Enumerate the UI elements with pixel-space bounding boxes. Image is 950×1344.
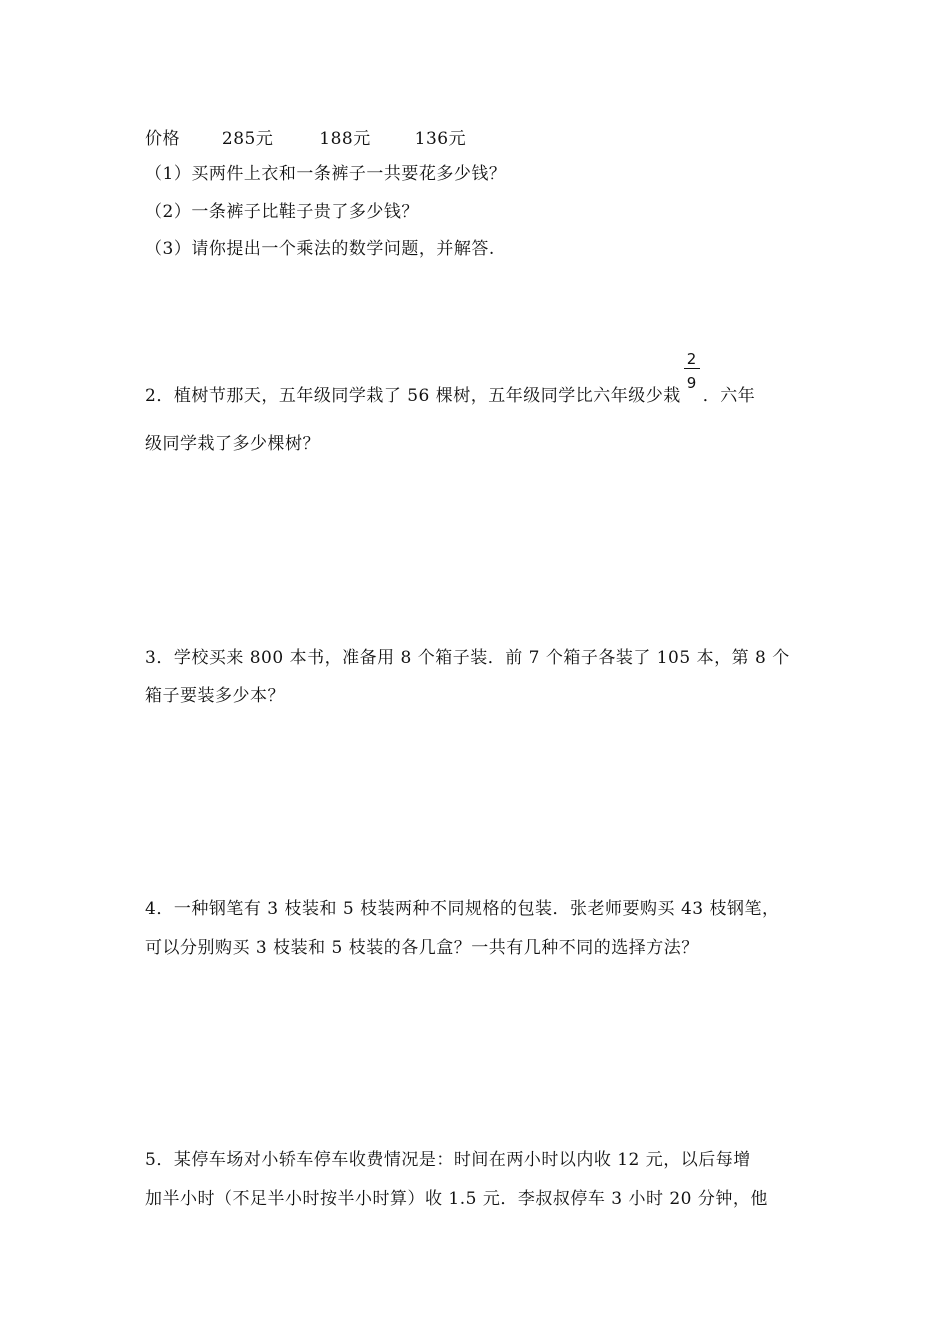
price-value: 136元 [414, 129, 467, 149]
question-2-text: 2．植树节那天，五年级同学栽了 56 棵树，五年级同学比六年级少栽 [145, 386, 681, 406]
question-3-line-2: 箱子要装多少本？ [145, 686, 285, 706]
question-4-line-1: 4．一种钢笔有 3 枝装和 5 枝装两种不同规格的包装．张老师要购买 43 枝钢笔， [145, 899, 780, 919]
question-2-line-2: 级同学栽了多少棵树？ [145, 434, 320, 454]
fraction-numerator: 2 [686, 350, 697, 368]
question-2-text-continued: ．六年 [702, 386, 756, 406]
price-value: 285元 [221, 129, 274, 149]
fraction-denominator: 9 [686, 374, 697, 392]
q1-sub-question: （1）买两件上衣和一条裤子一共要花多少钱？ [145, 164, 507, 184]
fraction [683, 350, 701, 401]
price-row [145, 128, 466, 150]
question-2-line-1 [145, 350, 756, 407]
q1-sub-question: （3）请你提出一个乘法的数学问题，并解答. [145, 239, 495, 259]
question-5-line-1: 5．某停车场对小轿车停车收费情况是：时间在两小时以内收 12 元，以后每增 [145, 1150, 751, 1170]
q1-sub-question: （2）一条裤子比鞋子贵了多少钱？ [145, 202, 419, 222]
fraction-bar [684, 368, 700, 369]
price-value: 188元 [319, 129, 371, 149]
question-5-line-2: 加半小时（不足半小时按半小时算）收 1.5 元．李叔叔停车 3 小时 20 分钟，他 [145, 1189, 768, 1209]
price-label: 价格 [145, 129, 180, 149]
question-3-line-1: 3．学校买来 800 本书，准备用 8 个箱子装．前 7 个箱子各装了 105 本，第 8 个 [145, 648, 790, 668]
question-4-line-2: 可以分别购买 3 枝装和 5 枝装的各几盒？一共有几种不同的选择方法？ [145, 938, 699, 958]
